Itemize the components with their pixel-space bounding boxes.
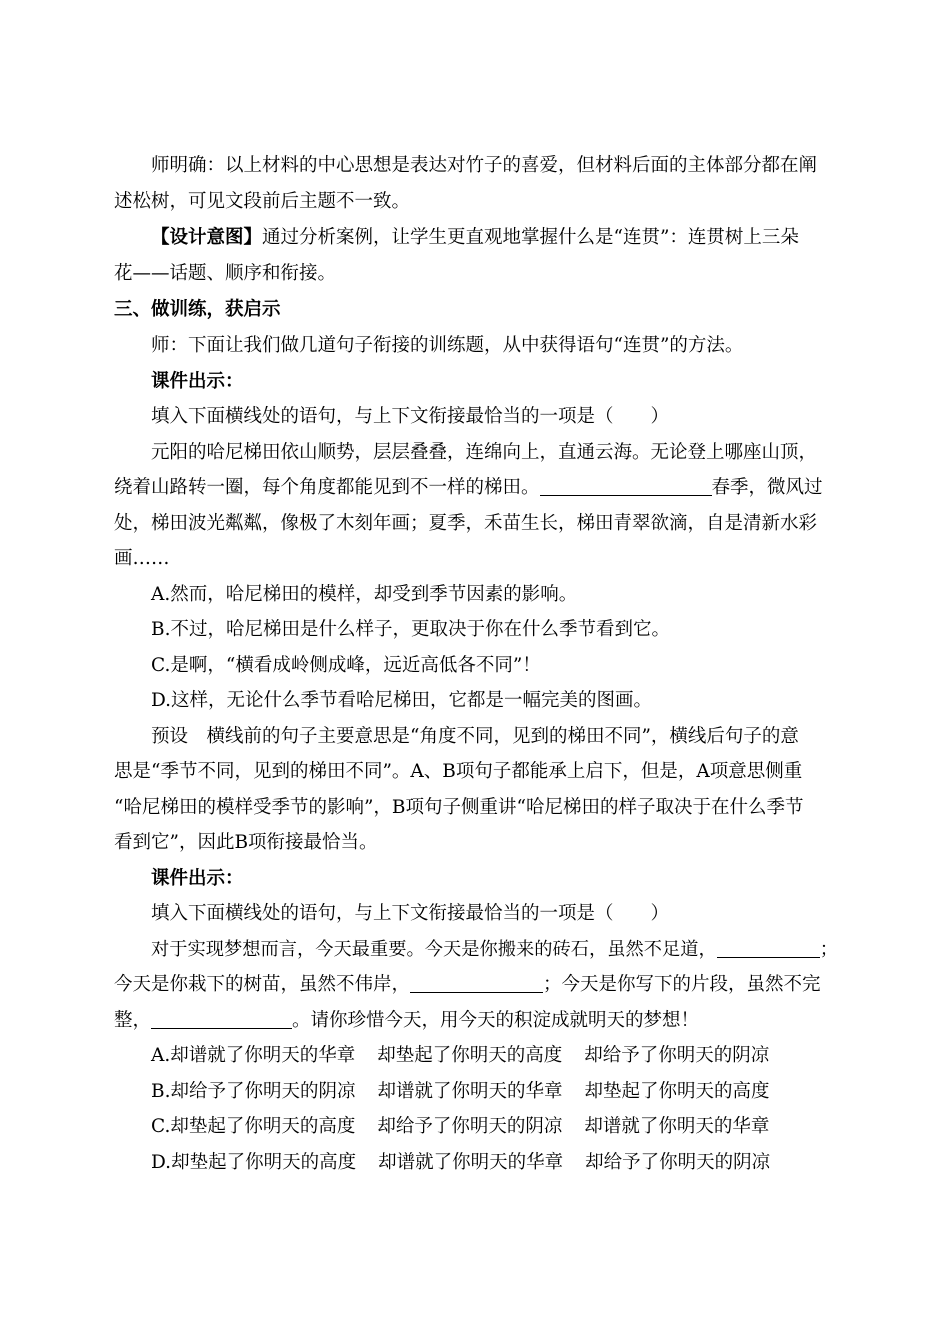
question-1-option-d: D.这样，无论什么季节看哈尼梯田，它都是一幅完美的图画。 bbox=[151, 690, 653, 711]
question-2-option-a: A.却谱就了你明天的华章 却垫起了你明天的高度 却给予了你明天的阴凉 bbox=[151, 1045, 770, 1066]
analysis-line-4: 看到它”，因此B项衔接最恰当。 bbox=[114, 832, 378, 853]
courseware-label-1: 课件出示： bbox=[151, 371, 244, 392]
design-intent-label: 【设计意图】 bbox=[151, 227, 263, 248]
question-1-option-a: A.然而，哈尼梯田的模样，却受到季节因素的影响。 bbox=[151, 584, 578, 605]
design-intent-line-2: 花——话题、顺序和衔接。 bbox=[114, 263, 337, 284]
analysis-line-1: 预设 横线前的句子主要意思是“角度不同，见到的梯田不同”，横线后句子的意 bbox=[151, 726, 799, 747]
question-1-option-c: C.是啊，“横看成岭侧成峰，远近高低各不同”！ bbox=[151, 655, 541, 676]
question-1-prompt: 填入下面横线处的语句，与上下文衔接最恰当的一项是（ ） bbox=[151, 406, 670, 427]
fill-blank bbox=[717, 937, 820, 958]
question-2-option-c: C.却垫起了你明天的高度 却给予了你明天的阴凉 却谱就了你明天的华章 bbox=[151, 1116, 770, 1137]
design-intent-line-1 bbox=[151, 225, 799, 251]
question-2-prompt: 填入下面横线处的语句，与上下文衔接最恰当的一项是（ ） bbox=[151, 903, 670, 924]
teacher-clarify-line-2: 述松树，可见文段前后主题不一致。 bbox=[114, 191, 411, 212]
analysis-line-2: 思是“季节不同，见到的梯田不同”。A、B项句子都能承上启下，但是，A项意思侧重 bbox=[114, 761, 803, 782]
teacher-clarify-line-1: 师明确：以上材料的中心思想是表达对竹子的喜爱，但材料后面的主体部分都在阐 bbox=[151, 155, 818, 176]
fill-blank bbox=[540, 475, 712, 496]
analysis-line-3: “哈尼梯田的模样受季节的影响”，B项句子侧重讲“哈尼梯田的样子取决于在什么季节 bbox=[114, 797, 804, 818]
design-intent-text: 通过分析案例，让学生更直观地掌握什么是“连贯”：连贯树上三朵 bbox=[262, 227, 799, 248]
fill-blank bbox=[151, 1008, 292, 1029]
question-2-option-d: D.却垫起了你明天的高度 却谱就了你明天的华章 却给予了你明天的阴凉 bbox=[151, 1152, 771, 1173]
question-1-option-b: B.不过，哈尼梯田是什么样子，更取决于你在什么季节看到它。 bbox=[151, 619, 670, 640]
fill-blank bbox=[410, 972, 543, 993]
question-2-passage-line-3: 整， 。请你珍惜今天，用今天的积淀成就明天的梦想！ bbox=[114, 1010, 700, 1031]
question-2-option-b: B.却给予了你明天的阴凉 却谱就了你明天的华章 却垫起了你明天的高度 bbox=[151, 1081, 770, 1102]
question-1-passage-line-4: 画…… bbox=[114, 548, 170, 569]
section-heading: 三、做训练，获启示 bbox=[114, 299, 281, 320]
courseware-label-2: 课件出示： bbox=[151, 868, 244, 889]
question-2-passage-line-2: 今天是你栽下的树苗，虽然不伟岸， ；今天是你写下的片段，虽然不完 bbox=[114, 974, 821, 995]
teacher-intro: 师：下面让我们做几道句子衔接的训练题，从中获得语句“连贯”的方法。 bbox=[151, 335, 744, 356]
question-2-passage-line-1: 对于实现梦想而言，今天最重要。今天是你搬来的砖石，虽然不足道， ； bbox=[151, 939, 838, 960]
question-1-passage-line-1: 元阳的哈尼梯田依山顺势，层层叠叠，连绵向上，直通云海。无论登上哪座山顶， bbox=[151, 442, 818, 463]
question-1-passage-line-2: 绕着山路转一圈，每个角度都能见到不一样的梯田。 春季，微风过 bbox=[114, 477, 823, 498]
question-1-passage-line-3: 处，梯田波光粼粼，像极了木刻年画；夏季，禾苗生长，梯田青翠欲滴，自是清新水彩 bbox=[114, 513, 818, 534]
